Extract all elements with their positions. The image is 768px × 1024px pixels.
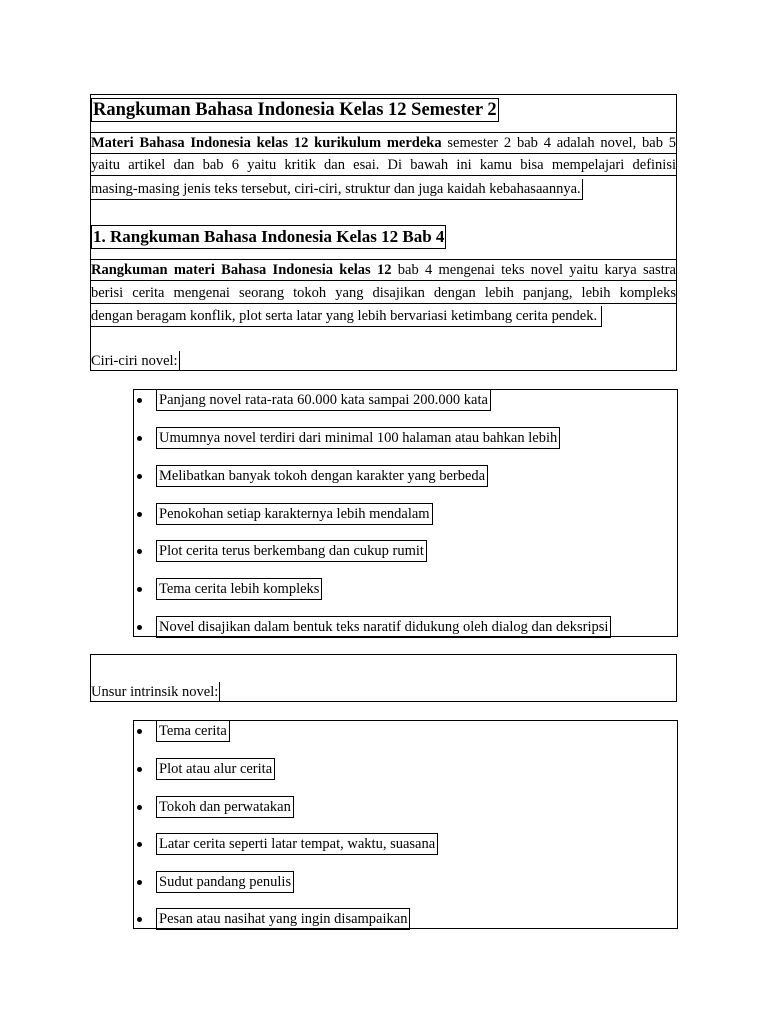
unsur-label-wrap bbox=[91, 682, 220, 702]
unsur-list bbox=[133, 720, 678, 929]
bullet-icon bbox=[134, 617, 144, 637]
bullet-icon bbox=[134, 834, 144, 854]
intro-line-1 bbox=[91, 132, 676, 154]
list-item-text: Sudut pandang penulis bbox=[156, 871, 294, 893]
intro-line-2: yaitu artikel dan bab 6 yaitu kritik dan esai. Di bawah ini kamu bisa mempelajari definisi bbox=[91, 155, 676, 176]
ciri-list bbox=[133, 389, 678, 637]
intro-line-3 bbox=[91, 179, 676, 199]
list-item-text: Plot atau alur cerita bbox=[156, 758, 275, 780]
intro-bold-text: Materi Bahasa Indonesia kelas 12 kurikulum merdeka bbox=[91, 135, 442, 151]
intro-text-3: masing-masing jenis teks tersebut, ciri-ciri, struktur dan juga kaidah kebahasaannya. bbox=[91, 179, 583, 200]
ciri-label: Ciri-ciri novel: bbox=[91, 353, 178, 369]
bullet-icon bbox=[134, 759, 144, 779]
section-1-line-3 bbox=[91, 306, 676, 326]
list-item-text: Latar cerita seperti latar tempat, waktu, suasana bbox=[156, 833, 438, 855]
bullet-icon bbox=[134, 466, 144, 486]
ciri-label-wrap bbox=[91, 351, 180, 371]
section-1-heading: 1. Rangkuman Bahasa Indonesia Kelas 12 Bab 4 bbox=[91, 225, 446, 249]
bullet-icon bbox=[134, 390, 144, 410]
list-item-text: Novel disajikan dalam bentuk teks naratif didukung oleh dialog dan deksripsi bbox=[156, 616, 611, 638]
unsur-label-block bbox=[90, 654, 677, 702]
list-item-text: Melibatkan banyak tokoh dengan karakter yang berbeda bbox=[156, 465, 488, 487]
bullet-icon bbox=[134, 909, 144, 929]
bullet-icon bbox=[134, 797, 144, 817]
section-1-line-2: berisi cerita mengenai seorang tokoh yang disajikan dengan lebih panjang, lebih kompleks bbox=[91, 283, 676, 304]
bullet-icon bbox=[134, 428, 144, 448]
section-1-bold-text: Rangkuman materi Bahasa Indonesia kelas 12 bbox=[91, 262, 392, 278]
bullet-icon bbox=[134, 579, 144, 599]
section-1-text-3: dengan beragam konflik, plot serta latar yang lebih bervariasi ketimbang cerita pendek. bbox=[91, 306, 602, 327]
section-1-text-1: bab 4 mengenai teks novel yaitu karya sastra bbox=[391, 262, 676, 278]
list-item-text: Pesan atau nasihat yang ingin disampaikan bbox=[156, 908, 410, 930]
list-item-text: Tema cerita bbox=[156, 720, 230, 742]
list-item-text: Panjang novel rata-rata 60.000 kata sampai 200.000 kata bbox=[156, 389, 491, 411]
bullet-icon bbox=[134, 541, 144, 561]
bullet-icon bbox=[134, 721, 144, 741]
list-item-text: Umumnya novel terdiri dari minimal 100 halaman atau bahkan lebih bbox=[156, 427, 560, 449]
page-title: Rangkuman Bahasa Indonesia Kelas 12 Semester 2 bbox=[93, 100, 497, 120]
intro-text-1: semester 2 bab 4 adalah novel, bab 5 bbox=[441, 135, 676, 151]
main-text-block bbox=[90, 94, 677, 371]
list-item-text: Penokohan setiap karakternya lebih mendalam bbox=[156, 503, 433, 525]
bullet-icon bbox=[134, 504, 144, 524]
page-title-wrap bbox=[91, 98, 499, 122]
list-item-text: Tokoh dan perwatakan bbox=[156, 796, 294, 818]
section-1-heading-wrap bbox=[91, 225, 446, 249]
unsur-label: Unsur intrinsik novel: bbox=[91, 684, 219, 700]
section-1-line-1 bbox=[91, 259, 676, 281]
list-item-text: Tema cerita lebih kompleks bbox=[156, 578, 322, 600]
list-item-text: Plot cerita terus berkembang dan cukup rumit bbox=[156, 540, 427, 562]
bullet-icon bbox=[134, 872, 144, 892]
